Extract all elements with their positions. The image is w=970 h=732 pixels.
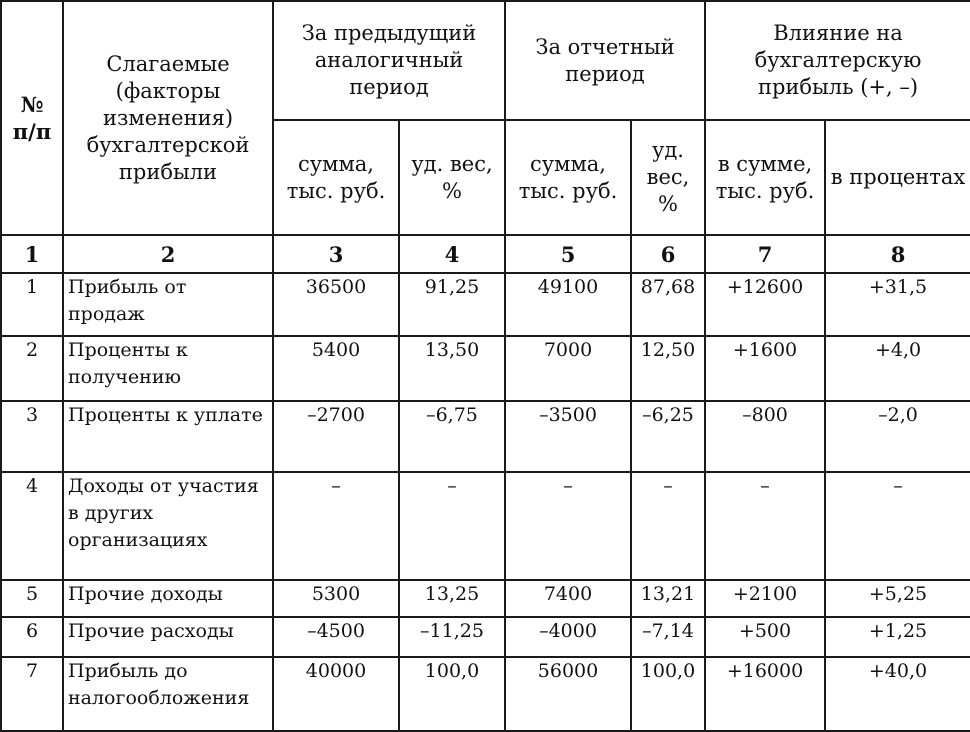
previous-share: –11,25	[399, 617, 505, 657]
row-number: 7	[1, 657, 63, 731]
previous-sum: –4500	[273, 617, 399, 657]
header-factor: Слагаемые (факторы изменения) бухгалтерской прибыли	[63, 1, 273, 235]
header-group-previous-period: За предыдущий аналогичный период	[273, 1, 505, 120]
effect-percent: –2,0	[825, 401, 970, 472]
current-sum: 7400	[505, 580, 631, 617]
effect-sum: +16000	[705, 657, 825, 731]
header-current-share: уд. вес, %	[631, 120, 705, 235]
effect-sum: –	[705, 472, 825, 580]
previous-sum: 5400	[273, 336, 399, 401]
factor-name: Прочие доходы	[63, 580, 273, 617]
column-number: 5	[505, 235, 631, 273]
factor-name: Прибыль от продаж	[63, 273, 273, 336]
current-sum: –3500	[505, 401, 631, 472]
previous-sum: 5300	[273, 580, 399, 617]
row-number: 1	[1, 273, 63, 336]
effect-sum: +500	[705, 617, 825, 657]
column-number: 4	[399, 235, 505, 273]
current-share: 12,50	[631, 336, 705, 401]
header-previous-sum: сумма, тыс. руб.	[273, 120, 399, 235]
current-sum: –	[505, 472, 631, 580]
previous-share: –	[399, 472, 505, 580]
effect-percent: +4,0	[825, 336, 970, 401]
row-number: 5	[1, 580, 63, 617]
current-share: –7,14	[631, 617, 705, 657]
current-sum: 56000	[505, 657, 631, 731]
effect-percent: +5,25	[825, 580, 970, 617]
current-share: 13,21	[631, 580, 705, 617]
previous-share: 13,25	[399, 580, 505, 617]
effect-sum: +12600	[705, 273, 825, 336]
current-sum: –4000	[505, 617, 631, 657]
factor-name: Проценты к получению	[63, 336, 273, 401]
effect-percent: +31,5	[825, 273, 970, 336]
table-row	[1, 657, 970, 731]
effect-percent: –	[825, 472, 970, 580]
effect-sum: +2100	[705, 580, 825, 617]
column-number: 2	[63, 235, 273, 273]
effect-percent: +1,25	[825, 617, 970, 657]
current-sum: 49100	[505, 273, 631, 336]
effect-sum: +1600	[705, 336, 825, 401]
table-row	[1, 580, 970, 617]
header-group-current-period: За отчетный период	[505, 1, 705, 120]
current-share: 87,68	[631, 273, 705, 336]
row-number: 2	[1, 336, 63, 401]
previous-sum: 40000	[273, 657, 399, 731]
row-number: 6	[1, 617, 63, 657]
previous-share: 100,0	[399, 657, 505, 731]
previous-sum: –2700	[273, 401, 399, 472]
column-number: 8	[825, 235, 970, 273]
factor-name: Доходы от участия в других организациях	[63, 472, 273, 580]
header-effect-percent: в процентах	[825, 120, 970, 235]
current-sum: 7000	[505, 336, 631, 401]
column-number: 3	[273, 235, 399, 273]
table-row	[1, 336, 970, 401]
previous-sum: 36500	[273, 273, 399, 336]
header-row-number: № п/п	[1, 1, 63, 235]
previous-share: 91,25	[399, 273, 505, 336]
previous-sum: –	[273, 472, 399, 580]
row-number: 3	[1, 401, 63, 472]
effect-sum: –800	[705, 401, 825, 472]
table-row	[1, 273, 970, 336]
current-share: –	[631, 472, 705, 580]
current-share: 100,0	[631, 657, 705, 731]
effect-percent: +40,0	[825, 657, 970, 731]
table-row	[1, 617, 970, 657]
header-group-effect: Влияние на бухгалтерскую прибыль (+, –)	[705, 1, 970, 120]
factor-name: Прочие расходы	[63, 617, 273, 657]
factor-name: Проценты к уплате	[63, 401, 273, 472]
column-number: 7	[705, 235, 825, 273]
table-row	[1, 401, 970, 472]
previous-share: 13,50	[399, 336, 505, 401]
header-current-sum: сумма, тыс. руб.	[505, 120, 631, 235]
column-number: 1	[1, 235, 63, 273]
row-number: 4	[1, 472, 63, 580]
header-previous-share: уд. вес, %	[399, 120, 505, 235]
factor-name: Прибыль до налогообложения	[63, 657, 273, 731]
column-number: 6	[631, 235, 705, 273]
table-row	[1, 472, 970, 580]
current-share: –6,25	[631, 401, 705, 472]
header-effect-sum: в сумме, тыс. руб.	[705, 120, 825, 235]
previous-share: –6,75	[399, 401, 505, 472]
